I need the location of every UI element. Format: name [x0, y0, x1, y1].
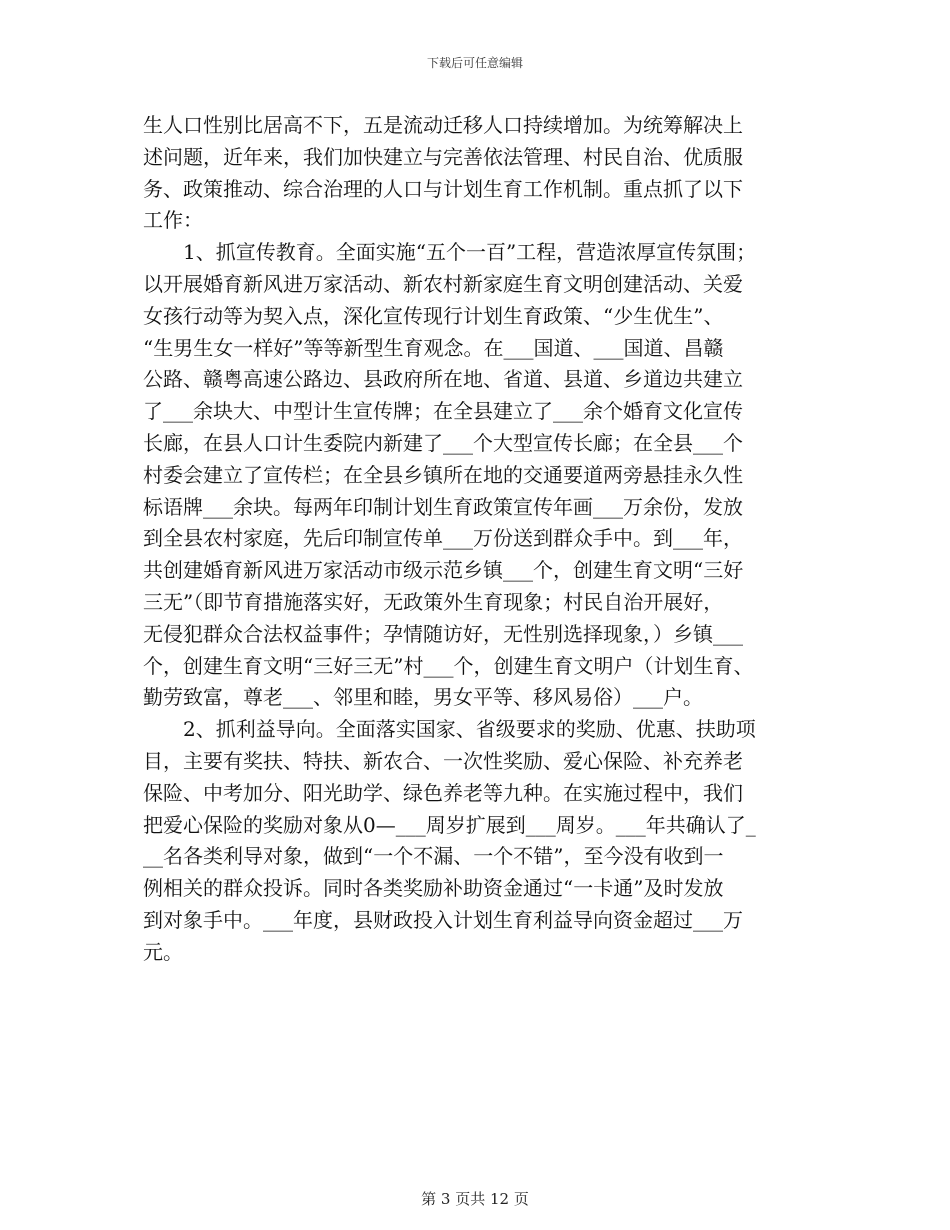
- text-line: 女孩行动等为契入点，深化宣传现行计划生育政策、“少生优生”、: [143, 303, 724, 328]
- text-line: 例相关的群众投诉。同时各类奖励补助资金通过“一卡通”及时发放: [143, 876, 724, 901]
- text-line: 标语牌___余块。每两年印制计划生育政策宣传年画___万余份，发放: [143, 494, 743, 519]
- text-line: __名各类利导对象，做到“一个不漏、一个不错”，至今没有收到一: [143, 844, 724, 869]
- text-line: 公路、赣粤高速公路边、县政府所在地、省道、县道、乡道边共建立: [143, 367, 743, 392]
- page-number: 第 3 页共 12 页: [421, 1190, 529, 1208]
- text-line: 了___余块大、中型计生宣传牌；在全县建立了___余个婚育文化宣传: [143, 399, 743, 424]
- text-line: 工作：: [143, 208, 203, 233]
- text-line: 保险、中考加分、阳光助学、绿色养老等九种。在实施过程中，我们: [143, 780, 743, 805]
- text-line: 无侵犯群众合法权益事件；孕情随访好，无性别选择现象，）乡镇___: [143, 621, 743, 646]
- text-line: 三无”（即节育措施落实好，无政策外生育现象；村民自治开展好，: [143, 589, 724, 614]
- text-line: 到对象手中。___年度，县财政投入计划生育利益导向资金超过___万: [143, 907, 743, 932]
- text-line: 生人口性别比居高不下，五是流动迁移人口持续增加。为统筹解决上: [143, 113, 743, 137]
- text-line: 以开展婚育新风进万家活动、新农村新家庭生育文明创建活动、关爱: [143, 271, 743, 296]
- text-line: 2、抓利益导向。全面落实国家、省级要求的奖励、优惠、扶助项: [143, 717, 756, 742]
- text-line: 个，创建生育文明“三好三无”村___个，创建生育文明户（计划生育、: [143, 653, 754, 678]
- text-line: 务、政策推动、综合治理的人口与计划生育工作机制。重点抓了以下: [143, 176, 743, 201]
- text-line: “生男生女一样好”等等新型生育观念。在___国道、___国道、昌赣: [143, 335, 724, 360]
- text-line: 把爱心保险的奖励对象从0—___周岁扩展到___周岁。___年共确认了_: [143, 812, 756, 837]
- text-line: 元。: [143, 939, 183, 964]
- text-line: 长廊，在县人口计生委院内新建了___个大型宣传长廊；在全县___个: [143, 430, 743, 455]
- text-line: 1、抓宣传教育。全面实施“五个一百”工程，营造浓厚宣传氛围；: [143, 240, 757, 265]
- text-line: 目，主要有奖扶、特扶、新农合、一次性奖励、爱心保险、补充养老: [143, 748, 743, 773]
- text-line: 述问题，近年来，我们加快建立与完善依法管理、村民自治、优质服: [143, 144, 743, 169]
- page-header: 下载后可任意编辑: [426, 56, 523, 70]
- document-body: [143, 110, 819, 969]
- text-line: 共创建婚育新风进万家活动市级示范乡镇___个，创建生育文明“三好: [143, 558, 744, 583]
- text-line: 勤劳致富，尊老___、邻里和睦，男女平等、移风易俗）___户。: [143, 685, 703, 710]
- text-line: 到全县农村家庭，先后印制宣传单___万份送到群众手中。到___年，: [143, 526, 743, 551]
- text-line: 村委会建立了宣传栏；在全县乡镇所在地的交通要道两旁悬挂永久性: [143, 462, 743, 487]
